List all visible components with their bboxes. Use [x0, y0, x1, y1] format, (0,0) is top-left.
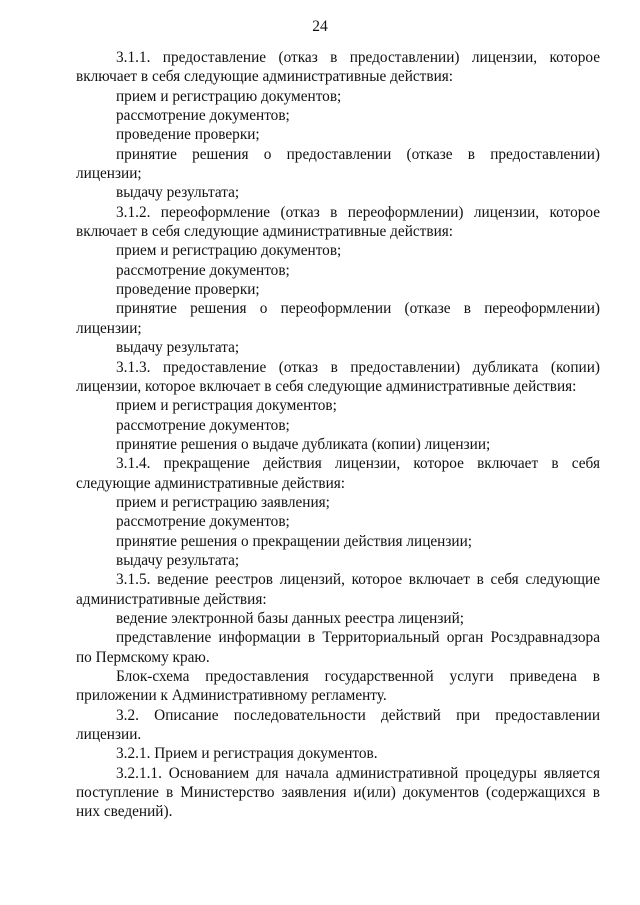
- list-item: прием и регистрация документов;: [116, 397, 337, 415]
- list-item: принятие решения о прекращении действия лицензии;: [116, 532, 473, 550]
- paragraph-3-2-1-1: 3.2.1.1. Основанием для начала административной процедуры является поступление в Министерство заявления и(или) документов (содержащихся в них сведений).: [76, 764, 600, 821]
- list-item: выдачу результата;: [116, 551, 240, 569]
- page-number: 24: [312, 18, 328, 35]
- list-item: прием и регистрацию заявления;: [116, 493, 330, 511]
- paragraph-3-2-1: 3.2.1. Прием и регистрация документов.: [116, 745, 378, 763]
- document-body: [76, 48, 600, 822]
- paragraph-3-2: 3.2. Описание последовательности действий при предоставлении лицензии.: [76, 706, 600, 744]
- list-item: принятие решения о предоставлении (отказе в предоставлении) лицензии;: [76, 145, 600, 183]
- list-item: выдачу результата;: [116, 184, 240, 202]
- paragraph-3-1-5: 3.1.5. ведение реестров лицензий, которое включает в себя следующие административные действия:: [76, 571, 600, 608]
- list-item: прием и регистрацию документов;: [116, 87, 342, 105]
- list-item: прием и регистрацию документов;: [116, 242, 342, 260]
- list-item: рассмотрение документов;: [116, 107, 290, 125]
- paragraph-3-1-3: 3.1.3. предоставление (отказ в предоставлении) дубликата (копии) лицензии, которое включает в себя следующие административные действия:: [76, 358, 600, 395]
- list-item: рассмотрение документов;: [116, 261, 290, 279]
- list-item: принятие решения о выдаче дубликата (копии) лицензии;: [116, 435, 491, 453]
- paragraph-block-diagram: Блок-схема предоставления государственной услуги приведена в приложении к Административному регламенту.: [76, 668, 600, 705]
- list-item: рассмотрение документов;: [116, 513, 290, 531]
- paragraph-3-1-1: 3.1.1. предоставление (отказ в предоставлении) лицензии, которое включает в себя следующие административные действия:: [76, 49, 600, 86]
- list-item: представление информации в Территориальный орган Росздравнадзора по Пермскому краю.: [76, 629, 600, 666]
- list-item: проведение проверки;: [116, 126, 260, 144]
- list-item: принятие решения о переоформлении (отказе в переоформлении) лицензии;: [76, 300, 600, 337]
- list-item: выдачу результата;: [116, 339, 240, 357]
- paragraph-3-1-2: 3.1.2. переоформление (отказ в переоформлении) лицензии, которое включает в себя следующие административные действия:: [76, 203, 600, 241]
- paragraph-3-1-4: 3.1.4. прекращение действия лицензии, которое включает в себя следующие административные действия:: [76, 455, 600, 492]
- list-item: рассмотрение документов;: [116, 416, 290, 434]
- list-item: проведение проверки;: [116, 281, 260, 299]
- list-item: ведение электронной базы данных реестра лицензий;: [116, 609, 465, 627]
